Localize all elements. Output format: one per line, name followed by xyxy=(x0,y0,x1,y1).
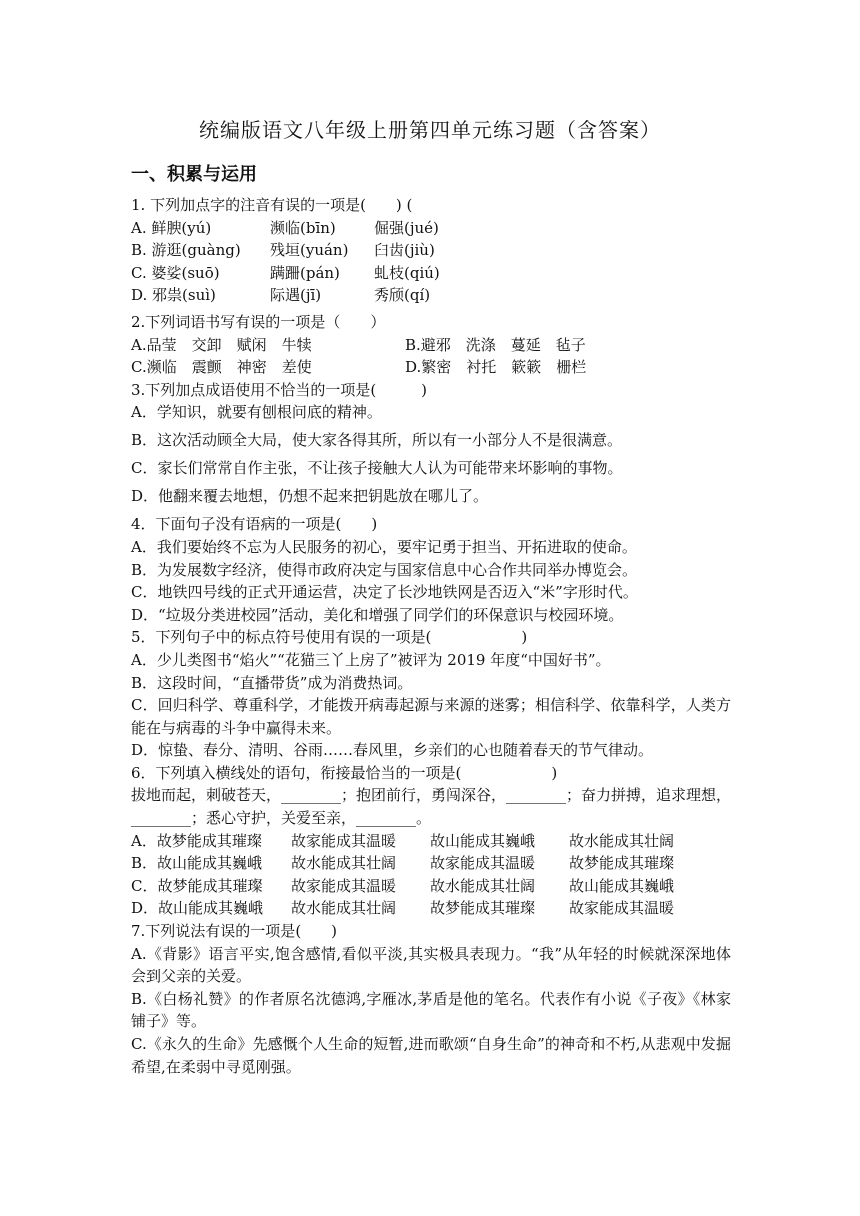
question-stem: 7.下列说法有误的一项是( ) xyxy=(131,922,338,941)
question-stem: 6．下列填入横线处的语句，衔接最恰当的一项是( ) xyxy=(131,763,558,782)
option-cell: 故山能成其巍峨 xyxy=(569,876,675,895)
question-1 xyxy=(131,194,731,307)
option-b: B.《白杨礼赞》的作者原名沈德鸿,字雁冰,茅盾是他的笔名。代表作有小说《子夜》《林家铺子》等。 xyxy=(131,989,731,1031)
option-cell: A．故梦能成其璀璨 xyxy=(131,831,262,850)
option-cell: 濒临(bīn) xyxy=(270,218,336,237)
option-cell: 故山能成其巍峨 xyxy=(430,831,536,850)
question-stem: 3.下列加点成语使用不恰当的一项是( ) xyxy=(131,380,428,399)
option-row xyxy=(131,875,731,898)
section-heading: 一、积累与运用 xyxy=(131,164,257,185)
question-stem: 1. 下列加点字的注音有误的一项是( ) ( xyxy=(131,196,413,214)
option-a: A.《背影》语言平实,饱含感情,看似平淡,其实极具表现力。“我”从年轻的时候就深深地体会到父亲的关爱。 xyxy=(131,944,731,986)
option-row xyxy=(131,356,731,379)
option-cell: D. 邪祟(suì) xyxy=(131,286,216,305)
option-c: C．家长们常常自作主张，不让孩子接触大人认为可能带来坏影响的事物。 xyxy=(131,459,623,478)
option-cell: C. 婆娑(suō) xyxy=(131,263,220,282)
option-cell: 倔强(jué) xyxy=(374,218,439,237)
document-title: 统编版语文八年级上册第四单元练习题（含答案） xyxy=(199,118,661,142)
option-cell: A. 鲜腴(yú) xyxy=(131,218,212,237)
question-passage: 拔地而起，刺破苍天，________；抱团前行，勇闯深谷，________；奋力拼搏，追求理想，________；悉心守护，关爱至亲，________。 xyxy=(131,786,732,828)
option-cell: 秀颀(qí) xyxy=(374,286,431,305)
option-b: B．这段时间，“直播带货”成为消费热词。 xyxy=(131,673,413,692)
question-7 xyxy=(131,920,731,1078)
option-cell: B. 游逛(guàng) xyxy=(131,241,241,260)
option-cell: A.品莹 交卸 赋闲 牛犊 xyxy=(131,335,312,354)
option-cell: 虬枝(qiú) xyxy=(374,263,440,282)
question-6 xyxy=(131,762,731,920)
option-cell: 残垣(yuán) xyxy=(270,241,349,260)
option-cell: 故家能成其温暖 xyxy=(291,876,397,895)
option-row xyxy=(131,852,731,875)
option-cell: 故水能成其壮阔 xyxy=(291,854,397,873)
option-c: C．地铁四号线的正式开通运营，决定了长沙地铁网是否迈入“米”字形时代。 xyxy=(131,583,638,602)
question-stem: 4．下面句子没有语病的一项是( ) xyxy=(131,515,378,534)
question-list xyxy=(131,194,731,1078)
option-cell: 故水能成其壮阔 xyxy=(569,831,675,850)
option-row xyxy=(131,334,731,357)
option-b: B．为发展数字经济，使得市政府决定与国家信息中心合作共同举办博览会。 xyxy=(131,560,638,579)
option-a: A．学知识，就要有刨根问底的精神。 xyxy=(131,403,382,422)
option-cell: C.濒临 震颤 神密 差使 xyxy=(131,358,312,377)
option-cell: 蹒跚(pán) xyxy=(270,263,340,282)
option-b: B．这次活动顾全大局，使大家各得其所，所以有一小部分人不是很满意。 xyxy=(131,431,623,450)
option-d: D．“垃圾分类进校园”活动，美化和增强了同学们的环保意识与校园环境。 xyxy=(131,605,624,624)
option-a: A．少儿类图书“焰火”“花猫三丫上房了”被评为 2019 年度“中国好书”。 xyxy=(131,650,611,669)
option-d: D．惊蛰、春分、清明、谷雨……春风里，乡亲们的心也随着春天的节气律动。 xyxy=(131,741,654,760)
option-cell: 臼齿(jiù) xyxy=(374,241,435,260)
option-row xyxy=(131,897,731,920)
option-cell: 故家能成其温暖 xyxy=(291,831,397,850)
option-row xyxy=(131,239,731,262)
option-cell: 际遇(jī) xyxy=(270,286,322,305)
option-c: C．回归科学、尊重科学，才能拨开病毒起源与来源的迷雾；相信科学、依靠科学，人类方能在与病毒的斗争中赢得未来。 xyxy=(131,696,731,737)
question-stem: 2.下列词语书写有误的一项是（ ） xyxy=(131,312,386,331)
option-row xyxy=(131,830,731,853)
option-cell: D．故山能成其巍峨 xyxy=(131,899,264,918)
option-cell: 故家能成其温暖 xyxy=(430,854,536,873)
question-4 xyxy=(131,513,731,626)
option-cell: B.避邪 洗涤 蔓延 毡子 xyxy=(405,335,586,354)
option-row xyxy=(131,217,731,240)
option-row xyxy=(131,262,731,285)
option-cell: C．故梦能成其璀璨 xyxy=(131,876,263,895)
option-cell: D.繁密 衬托 簌簌 栅栏 xyxy=(405,358,587,377)
option-cell: 故梦能成其璀璨 xyxy=(430,899,536,918)
option-c: C.《永久的生命》先感慨个人生命的短暂,进而歌颂“自身生命”的神奇和不朽,从悲观中发掘希望,在柔弱中寻觅刚强。 xyxy=(131,1035,731,1076)
question-3 xyxy=(131,379,731,514)
option-d: D．他翻来覆去地想，仍想不起来把钥匙放在哪儿了。 xyxy=(131,487,489,506)
option-cell: 故水能成其壮阔 xyxy=(430,876,536,895)
option-cell: 故家能成其温暖 xyxy=(569,899,675,918)
question-stem: 5．下列句子中的标点符号使用有误的一项是( ) xyxy=(131,628,528,647)
option-cell: B．故山能成其巍峨 xyxy=(131,854,263,873)
option-a: A．我们要始终不忘为人民服务的初心，要牢记勇于担当、开拓进取的使命。 xyxy=(131,537,637,556)
question-5 xyxy=(131,626,731,762)
option-cell: 故水能成其壮阔 xyxy=(291,899,397,918)
option-row xyxy=(131,284,731,307)
option-cell: 故梦能成其璀璨 xyxy=(569,854,675,873)
question-2 xyxy=(131,311,731,379)
